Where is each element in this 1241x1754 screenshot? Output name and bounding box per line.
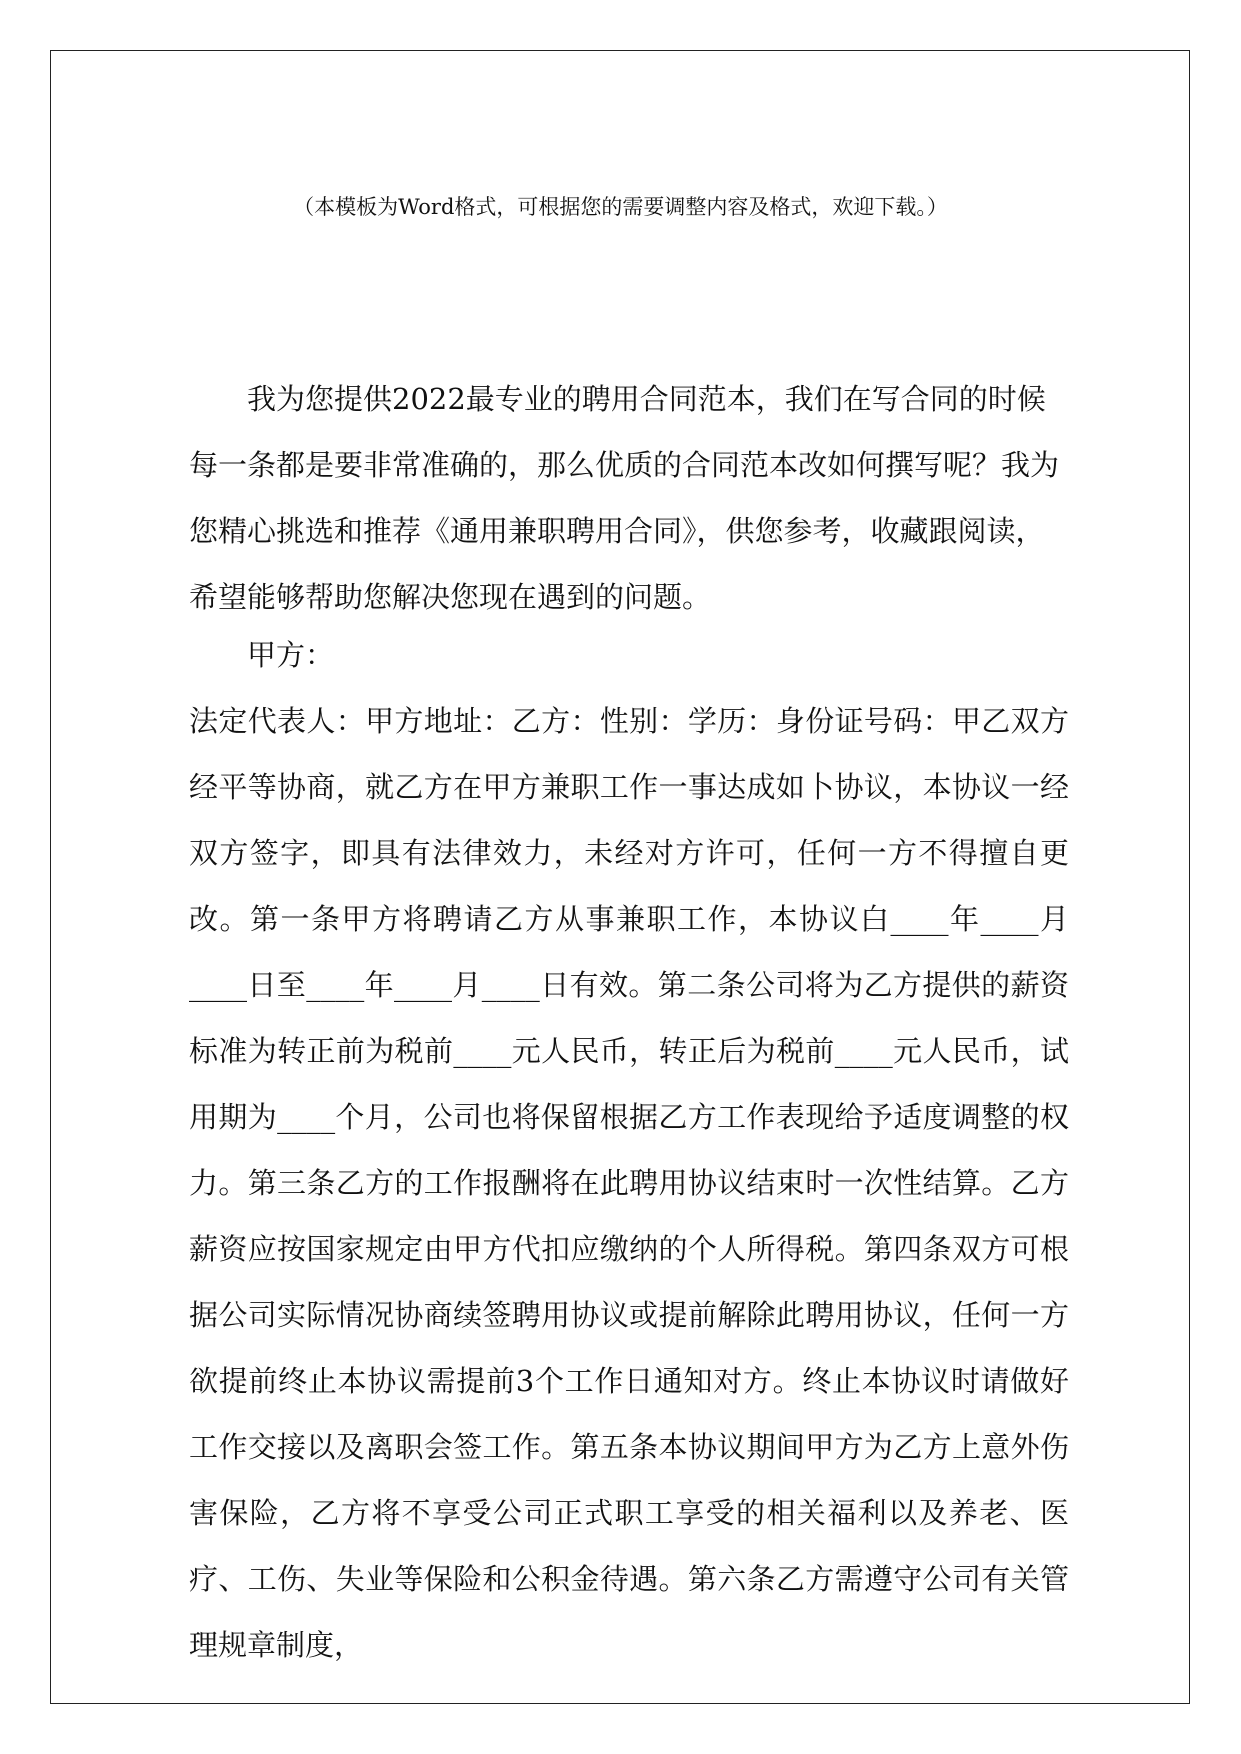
template-note: （本模板为Word格式，可根据您的需要调整内容及格式，欢迎下载。） [293,195,948,219]
intro-paragraph: 我为您提供2022最专业的聘用合同范本，我们在写合同的时候每一条都是要非常准确的，那么优质的合同范本改如何撰写呢？我为您精心挑选和推荐《通用兼职聘用合同》，供您参考，收藏跟阅读，希望能够帮助您解决您现在遇到的问题。 [189,382,1060,614]
party-a-label: 甲方： [247,638,335,672]
contract-clauses: 法定代表人：甲方地址：乙方：性别：学历：身份证号码：甲乙双方经平等协商，就乙方在甲方兼职工作一事达成如卜协议，本协议一经双方签字，即具有法律效力，未经对方许可，任何一方不得擅自更改。第一条甲方将聘请乙方从事兼职工作，本协议白____年____月____日至____年____月____日有效。第二条公司将为乙方提供的薪资标准为转正前为税前____元人民币，转正后为税前____元人民币，试用期为____个月，公司也将保留根据乙方工作表现给予适度调整的权力。第三条乙方的工作报酬将在此聘用协议结束时一次性结算。乙方薪资应按国家规定由甲方代扣应缴纳的个人所得税。第四条双方可根据公司实际情况协商续签聘用协议或提前解除此聘用协议，任何一方欲提前终止本协议需提前3个工作日通知对方。终止本协议时请做好工作交接以及离职会签工作。第五条本协议期间甲方为乙方上意外伤害保险，乙方将不享受公司正式职工享受的相关福利以及养老、医疗、工伤、失业等保险和公积金待遇。第六条乙方需遵守公司有关管理规章制度， [189,704,1069,1662]
